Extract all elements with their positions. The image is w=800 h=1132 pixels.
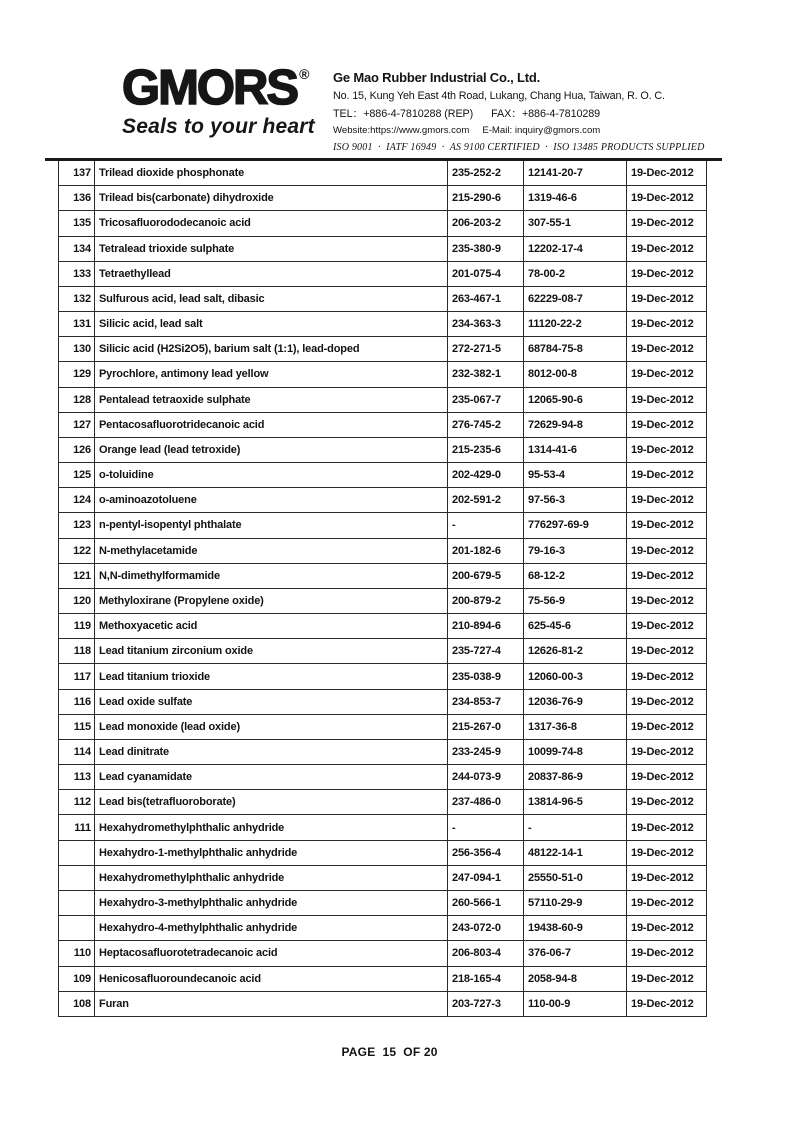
cell-name: Lead titanium trioxide bbox=[95, 664, 448, 688]
table-row bbox=[59, 765, 706, 790]
cell-name: Methoxyacetic acid bbox=[95, 614, 448, 638]
cell-cas: 12060-00-3 bbox=[524, 664, 627, 688]
cell-cas: 75-56-9 bbox=[524, 589, 627, 613]
cell-cas: 68784-75-8 bbox=[524, 337, 627, 361]
cell-cas: 20837-86-9 bbox=[524, 765, 627, 789]
table-row bbox=[59, 790, 706, 815]
cell-ec: 203-727-3 bbox=[448, 992, 524, 1016]
table-row bbox=[59, 941, 706, 966]
table-row bbox=[59, 614, 706, 639]
table-row bbox=[59, 312, 706, 337]
cell-ec: - bbox=[448, 815, 524, 839]
cell-ec: 234-363-3 bbox=[448, 312, 524, 336]
cell-no: 113 bbox=[59, 765, 95, 789]
cell-date: 19-Dec-2012 bbox=[631, 544, 694, 557]
table-row bbox=[59, 237, 706, 262]
cell-date: 19-Dec-2012 bbox=[631, 368, 694, 381]
table-row bbox=[59, 262, 706, 287]
cell-cas: 1319-46-6 bbox=[524, 186, 627, 210]
cell-cas: 10099-74-8 bbox=[524, 740, 627, 764]
cell-name: Lead titanium zirconium oxide bbox=[95, 639, 448, 663]
company-name: Ge Mao Rubber Industrial Co., Ltd. bbox=[333, 70, 540, 85]
cell-ec: 201-075-4 bbox=[448, 262, 524, 286]
cell-cas: 79-16-3 bbox=[524, 539, 627, 563]
cell-name: Heptacosafluorotetradecanoic acid bbox=[95, 941, 448, 965]
table-row bbox=[59, 362, 706, 387]
company-web-line bbox=[333, 125, 753, 137]
cell-date: 19-Dec-2012 bbox=[631, 670, 694, 683]
cell-ec: 244-073-9 bbox=[448, 765, 524, 789]
cell-no bbox=[59, 891, 95, 915]
cell-date: 19-Dec-2012 bbox=[631, 846, 694, 859]
table-row bbox=[59, 866, 706, 891]
cell-cas: 62229-08-7 bbox=[524, 287, 627, 311]
cell-name: Orange lead (lead tetroxide) bbox=[95, 438, 448, 462]
cell-date: 19-Dec-2012 bbox=[631, 519, 694, 532]
cell-ec: 210-894-6 bbox=[448, 614, 524, 638]
cell-name: Silicic acid (H2Si2O5), barium salt (1:1), lead-doped bbox=[95, 337, 448, 361]
table-row bbox=[59, 992, 706, 1017]
cell-no: 134 bbox=[59, 237, 95, 261]
cell-name: o-toluidine bbox=[95, 463, 448, 487]
table-row bbox=[59, 513, 706, 538]
cell-cas: 48122-14-1 bbox=[524, 841, 627, 865]
cell-name: Pentalead tetraoxide sulphate bbox=[95, 388, 448, 412]
cell-no: 115 bbox=[59, 715, 95, 739]
cell-ec: 206-803-4 bbox=[448, 941, 524, 965]
cell-ec: 202-591-2 bbox=[448, 488, 524, 512]
cell-name: Pentacosafluorotridecanoic acid bbox=[95, 413, 448, 437]
cell-name: Tetralead trioxide sulphate bbox=[95, 237, 448, 261]
company-info bbox=[333, 70, 753, 154]
cell-name: Furan bbox=[95, 992, 448, 1016]
cell-name: Tricosafluorododecanoic acid bbox=[95, 211, 448, 235]
table-row bbox=[59, 539, 706, 564]
cell-no: 122 bbox=[59, 539, 95, 563]
cell-cas: - bbox=[524, 815, 627, 839]
cell-name: Hexahydro-3-methylphthalic anhydride bbox=[95, 891, 448, 915]
cell-name: Trilead dioxide phosphonate bbox=[95, 161, 448, 185]
cell-date: 19-Dec-2012 bbox=[631, 720, 694, 733]
cell-date: 19-Dec-2012 bbox=[631, 595, 694, 607]
cell-cas: 8012-00-8 bbox=[524, 362, 627, 386]
cell-cas: 776297-69-9 bbox=[524, 513, 627, 537]
company-phone-line bbox=[333, 107, 753, 121]
cell-cas: 12065-90-6 bbox=[524, 388, 627, 412]
cell-no: 116 bbox=[59, 690, 95, 714]
cell-cas: 95-53-4 bbox=[524, 463, 627, 487]
cell-no: 110 bbox=[59, 941, 95, 965]
cell-name: Methyloxirane (Propylene oxide) bbox=[95, 589, 448, 613]
cell-cas: 13814-96-5 bbox=[524, 790, 627, 814]
cell-ec: 263-467-1 bbox=[448, 287, 524, 311]
cell-date: 19-Dec-2012 bbox=[631, 469, 694, 482]
cell-name: N,N-dimethylformamide bbox=[95, 564, 448, 588]
cell-no: 126 bbox=[59, 438, 95, 462]
cell-cas: 2058-94-8 bbox=[524, 967, 627, 991]
cell-ec: 235-038-9 bbox=[448, 664, 524, 688]
cell-date: 19-Dec-2012 bbox=[631, 821, 694, 834]
cell-date: 19-Dec-2012 bbox=[631, 343, 694, 356]
cell-name: Hexahydro-4-methylphthalic anhydride bbox=[95, 916, 448, 940]
cell-no: 137 bbox=[59, 161, 95, 185]
cell-date: 19-Dec-2012 bbox=[631, 771, 694, 784]
table-row bbox=[59, 740, 706, 765]
cell-date: 19-Dec-2012 bbox=[631, 418, 694, 431]
table-row bbox=[59, 463, 706, 488]
table-row bbox=[59, 161, 706, 186]
cell-date: 19-Dec-2012 bbox=[631, 318, 694, 331]
cell-ec: 247-094-1 bbox=[448, 866, 524, 890]
cell-date: 19-Dec-2012 bbox=[631, 494, 694, 507]
cell-ec: 233-245-9 bbox=[448, 740, 524, 764]
cell-no: 114 bbox=[59, 740, 95, 764]
cell-date: 19-Dec-2012 bbox=[631, 620, 694, 633]
cell-ec: 260-566-1 bbox=[448, 891, 524, 915]
table-row bbox=[59, 589, 706, 614]
cell-name: Silicic acid, lead salt bbox=[95, 312, 448, 336]
cell-ec: 276-745-2 bbox=[448, 413, 524, 437]
page-footer bbox=[58, 1031, 707, 1073]
cell-date: 19-Dec-2012 bbox=[631, 695, 694, 708]
cell-date: 19-Dec-2012 bbox=[631, 569, 694, 582]
cell-name: Hexahydromethylphthalic anhydride bbox=[95, 815, 448, 839]
table-row bbox=[59, 413, 706, 438]
cell-cas: 307-55-1 bbox=[524, 211, 627, 235]
cell-date: 19-Dec-2012 bbox=[631, 947, 694, 960]
cell-ec: 200-879-2 bbox=[448, 589, 524, 613]
cell-no: 128 bbox=[59, 388, 95, 412]
cell-date: 19-Dec-2012 bbox=[631, 167, 694, 180]
table-row bbox=[59, 186, 706, 211]
cell-ec: 235-067-7 bbox=[448, 388, 524, 412]
cell-cas: 19438-60-9 bbox=[524, 916, 627, 940]
cell-cas: 12036-76-9 bbox=[524, 690, 627, 714]
table-row bbox=[59, 967, 706, 992]
cell-ec: 215-267-0 bbox=[448, 715, 524, 739]
cell-date: 19-Dec-2012 bbox=[631, 972, 694, 985]
company-logo bbox=[122, 61, 332, 139]
cell-name: Lead dinitrate bbox=[95, 740, 448, 764]
table-row bbox=[59, 438, 706, 463]
cell-date: 19-Dec-2012 bbox=[631, 897, 694, 910]
cell-ec: 243-072-0 bbox=[448, 916, 524, 940]
cell-date: 19-Dec-2012 bbox=[631, 217, 694, 230]
cell-ec: 215-235-6 bbox=[448, 438, 524, 462]
cell-no: 109 bbox=[59, 967, 95, 991]
company-address: No. 15, Kung Yeh East 4th Road, Lukang, Chang Hua, Taiwan, R. O. C. bbox=[333, 90, 665, 102]
cell-date: 19-Dec-2012 bbox=[631, 645, 694, 658]
cell-date: 19-Dec-2012 bbox=[631, 871, 694, 884]
cell-ec: 235-380-9 bbox=[448, 237, 524, 261]
cell-no: 120 bbox=[59, 589, 95, 613]
cell-no bbox=[59, 841, 95, 865]
cell-no: 121 bbox=[59, 564, 95, 588]
cell-cas: 78-00-2 bbox=[524, 262, 627, 286]
cell-name: Lead cyanamidate bbox=[95, 765, 448, 789]
table-row bbox=[59, 287, 706, 312]
table-row bbox=[59, 337, 706, 362]
cell-date: 19-Dec-2012 bbox=[631, 796, 694, 809]
cell-name: Henicosafluoroundecanoic acid bbox=[95, 967, 448, 991]
cell-no: 117 bbox=[59, 664, 95, 688]
cell-cas: 110-00-9 bbox=[524, 992, 627, 1016]
cell-cas: 1314-41-6 bbox=[524, 438, 627, 462]
cell-name: Sulfurous acid, lead salt, dibasic bbox=[95, 287, 448, 311]
cell-date: 19-Dec-2012 bbox=[631, 746, 694, 759]
cell-name: Hexahydro-1-methylphthalic anhydride bbox=[95, 841, 448, 865]
cell-no: 119 bbox=[59, 614, 95, 638]
cell-no: 133 bbox=[59, 262, 95, 286]
cell-no bbox=[59, 916, 95, 940]
company-fax: FAX：+886-4-7810289 bbox=[491, 108, 601, 120]
table-row bbox=[59, 690, 706, 715]
table-row bbox=[59, 715, 706, 740]
cell-ec: 232-382-1 bbox=[448, 362, 524, 386]
cell-name: Tetraethyllead bbox=[95, 262, 448, 286]
cell-no: 112 bbox=[59, 790, 95, 814]
cell-no: 111 bbox=[59, 815, 95, 839]
table-row bbox=[59, 891, 706, 916]
cell-no bbox=[59, 866, 95, 890]
cell-cas: 625-45-6 bbox=[524, 614, 627, 638]
gmors-logo-text: GMORS bbox=[122, 61, 298, 115]
substance-table bbox=[58, 161, 707, 1017]
table-row bbox=[59, 639, 706, 664]
table-row bbox=[59, 841, 706, 866]
cell-name: n-pentyl-isopentyl phthalate bbox=[95, 513, 448, 537]
cell-no: 132 bbox=[59, 287, 95, 311]
cell-date: 19-Dec-2012 bbox=[631, 192, 694, 205]
cell-cas: 376-06-7 bbox=[524, 941, 627, 965]
cell-cas: 68-12-2 bbox=[524, 564, 627, 588]
cell-name: Lead monoxide (lead oxide) bbox=[95, 715, 448, 739]
cell-ec: 215-290-6 bbox=[448, 186, 524, 210]
logo-tagline: Seals to your heart bbox=[122, 115, 315, 138]
cell-ec: 200-679-5 bbox=[448, 564, 524, 588]
company-certifications: ISO 9001 · IATF 16949 · AS 9100 CERTIFIED · ISO 13485 PRODUCTS SUPPLIED bbox=[333, 142, 705, 153]
cell-cas: 72629-94-8 bbox=[524, 413, 627, 437]
cell-cas: 12626-81-2 bbox=[524, 639, 627, 663]
cell-date: 19-Dec-2012 bbox=[631, 393, 694, 406]
cell-date: 19-Dec-2012 bbox=[631, 443, 694, 456]
cell-ec: 235-252-2 bbox=[448, 161, 524, 185]
cell-date: 19-Dec-2012 bbox=[631, 292, 694, 305]
cell-ec: 218-165-4 bbox=[448, 967, 524, 991]
table-row bbox=[59, 211, 706, 236]
cell-cas: 12141-20-7 bbox=[524, 161, 627, 185]
cell-name: Pyrochlore, antimony lead yellow bbox=[95, 362, 448, 386]
page-number-text: PAGE 15 OF 20 bbox=[341, 1045, 438, 1059]
company-email: E-Mail: inquiry@gmors.com bbox=[482, 125, 601, 136]
cell-ec: 235-727-4 bbox=[448, 639, 524, 663]
cell-no: 123 bbox=[59, 513, 95, 537]
cell-no: 118 bbox=[59, 639, 95, 663]
cell-no: 127 bbox=[59, 413, 95, 437]
cell-ec: 202-429-0 bbox=[448, 463, 524, 487]
cell-no: 124 bbox=[59, 488, 95, 512]
cell-cas: 12202-17-4 bbox=[524, 237, 627, 261]
cell-ec: 234-853-7 bbox=[448, 690, 524, 714]
cell-ec: 237-486-0 bbox=[448, 790, 524, 814]
cell-no: 135 bbox=[59, 211, 95, 235]
table-row bbox=[59, 815, 706, 840]
cell-no: 130 bbox=[59, 337, 95, 361]
registered-trademark-icon: ® bbox=[299, 66, 310, 82]
logo-row bbox=[122, 61, 332, 115]
cell-name: Lead bis(tetrafluoroborate) bbox=[95, 790, 448, 814]
cell-date: 19-Dec-2012 bbox=[631, 922, 694, 935]
cell-no: 129 bbox=[59, 362, 95, 386]
table-row bbox=[59, 488, 706, 513]
cell-name: Hexahydromethylphthalic anhydride bbox=[95, 866, 448, 890]
cell-no: 131 bbox=[59, 312, 95, 336]
cell-ec: 201-182-6 bbox=[448, 539, 524, 563]
cell-name: Trilead bis(carbonate) dihydroxide bbox=[95, 186, 448, 210]
cell-ec: 256-356-4 bbox=[448, 841, 524, 865]
cell-ec: 206-203-2 bbox=[448, 211, 524, 235]
cell-name: Lead oxide sulfate bbox=[95, 690, 448, 714]
cell-cas: 97-56-3 bbox=[524, 488, 627, 512]
table-row bbox=[59, 388, 706, 413]
cell-cas: 25550-51-0 bbox=[524, 866, 627, 890]
table-row bbox=[59, 564, 706, 589]
cell-no: 108 bbox=[59, 992, 95, 1016]
cell-cas: 11120-22-2 bbox=[524, 312, 627, 336]
company-tel: TEL：+886-4-7810288 (REP) bbox=[333, 108, 474, 120]
cell-ec: 272-271-5 bbox=[448, 337, 524, 361]
cell-cas: 1317-36-8 bbox=[524, 715, 627, 739]
cell-ec: - bbox=[448, 513, 524, 537]
cell-date: 19-Dec-2012 bbox=[631, 267, 694, 280]
table-row bbox=[59, 664, 706, 689]
cell-cas: 57110-29-9 bbox=[524, 891, 627, 915]
table-row bbox=[59, 916, 706, 941]
cell-no: 136 bbox=[59, 186, 95, 210]
cell-name: o-aminoazotoluene bbox=[95, 488, 448, 512]
cell-no: 125 bbox=[59, 463, 95, 487]
company-website: Website:https://www.gmors.com bbox=[333, 125, 470, 136]
cell-date: 19-Dec-2012 bbox=[631, 997, 694, 1010]
cell-date: 19-Dec-2012 bbox=[631, 242, 694, 255]
cell-name: N-methylacetamide bbox=[95, 539, 448, 563]
